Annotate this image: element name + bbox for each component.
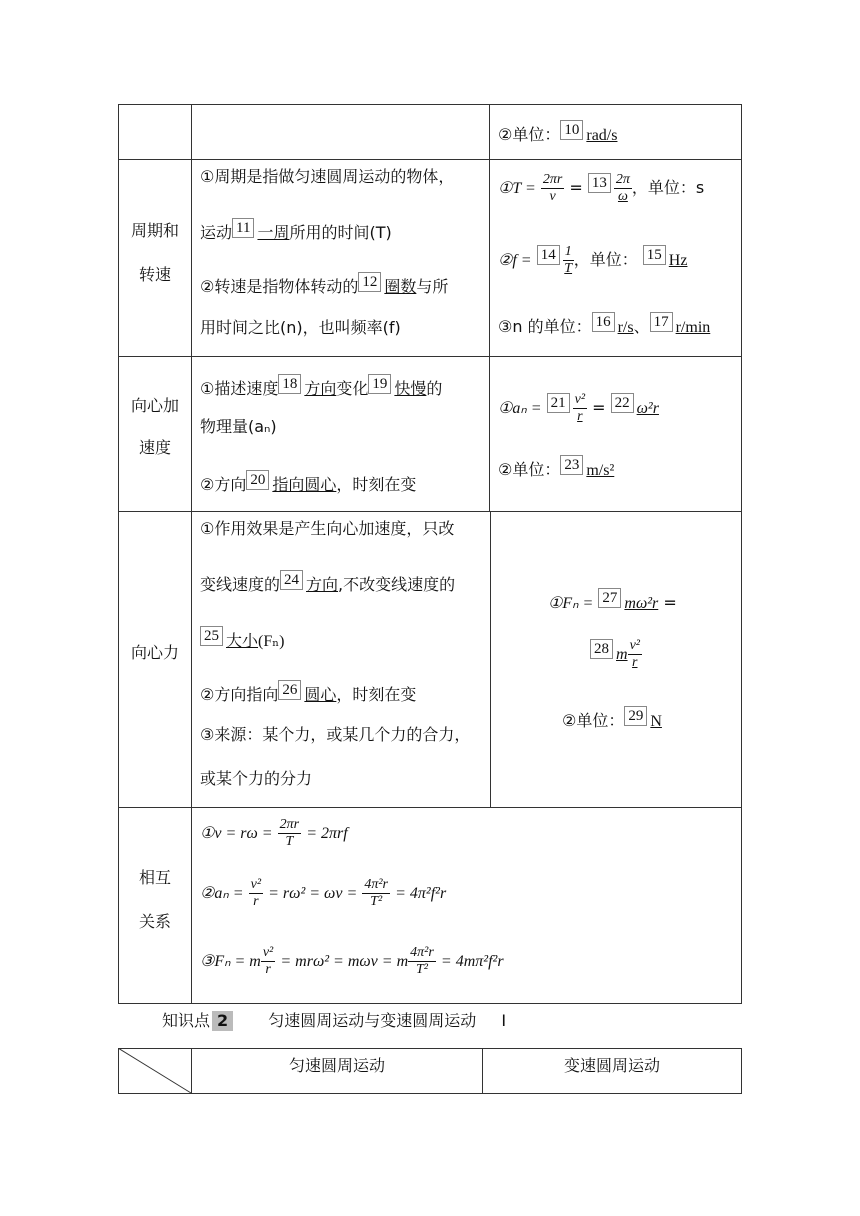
row3-formula-2: 28 m $\frac{\text{v²}}{r}$ (590, 638, 642, 671)
row2-desc-line1: ①描述速度 18 方向变化 19 快慢的 (200, 376, 443, 398)
row3-desc-line4: ②方向指向 26 圆心，时刻在变 (200, 682, 417, 704)
row1-formula-3: ③n 的单位： 16 r/s、 17 r/min (498, 314, 711, 336)
row1-desc-line1: ①周期是指做匀速圆周运动的物体， (200, 167, 455, 186)
relation-formula-2: ②aₙ = $\frac{\text{v²}}{r}$ = rω² = ωv = $\frac{\text{4π²r}}{\text{T²}}$ = 4π²f²r (200, 877, 447, 909)
row3-desc-line3: 25 大小(Fₙ) (200, 626, 285, 652)
row3-desc-line1: ①作用效果是产生向心加速度，只改 (200, 519, 455, 538)
section-number-badge: 2 (212, 1011, 233, 1031)
row4-header: 相互 关系 (138, 868, 171, 931)
row3-header: 向心力 (130, 643, 179, 662)
relation-formula-1: ①v = rω = $\frac{2\pi r}{T}$ = 2πrf (200, 817, 348, 849)
table2-col2-header: 变速圆周运动 (563, 1056, 660, 1075)
row2-formula-2: ②单位： 23 m/s² (498, 457, 615, 479)
section-title: 匀速圆周运动与变速圆周运动 (268, 1011, 477, 1030)
row3-formula-3: ②单位： 29 N (562, 708, 662, 730)
table2-col1-header: 匀速圆周运动 (288, 1056, 385, 1075)
row1-header: 周期和 转速 (130, 221, 179, 284)
row1-desc-line3: ②转速是指物体转动的 12 圈数与所 (200, 274, 449, 296)
row1-desc-line2: 运动 11 一周所用的时间(T) (200, 220, 392, 242)
row2-formula-1: ①aₙ = 21 $\frac{\text{v²}}{r}$ = 22 ω²r (498, 392, 659, 424)
row2-desc-line2: 物理量(aₙ) (200, 417, 277, 436)
relation-formula-3: ③Fₙ = m $\frac{\text{v²}}{r}$ = mrω² = mωv = m $\frac{\text{4π²r}}{\text{T²}}$ = 4mπ²f²r (200, 945, 504, 977)
row0-formula: ②单位： 10 rad/s (498, 122, 618, 144)
diagonal-header-cell (118, 1048, 192, 1094)
row2-desc-line3: ②方向 20 指向圆心，时刻在变 (200, 472, 417, 494)
row3-desc-line5: ③来源：某个力，或某几个力的合力， (200, 725, 471, 744)
row3-desc-line2: 变线速度的 24 方向,不改变线速度的 (200, 572, 456, 594)
row3-formula-1: ①Fₙ = 27 mω²r = (548, 590, 677, 612)
row2-header: 向心加 速度 (130, 396, 179, 457)
row1-formula-2: ②f = 14 $\frac{1}{T}$ ，单位： 15 Hz (498, 244, 688, 276)
row3-desc-line6: 或某个力的分力 (200, 769, 313, 788)
row1-desc-line4: 用时间之比(n)，也叫频率(f) (200, 318, 401, 337)
row1-formula-1: ①T = $\frac{2\pi r}{v}$ = 13 $\frac{2\pi}{\omega}$ ，单位：s (498, 172, 705, 204)
section-heading: 知识点 2 匀速圆周运动与变速圆周运动 Ⅰ (162, 1011, 507, 1030)
section-level: Ⅰ (501, 1011, 507, 1030)
